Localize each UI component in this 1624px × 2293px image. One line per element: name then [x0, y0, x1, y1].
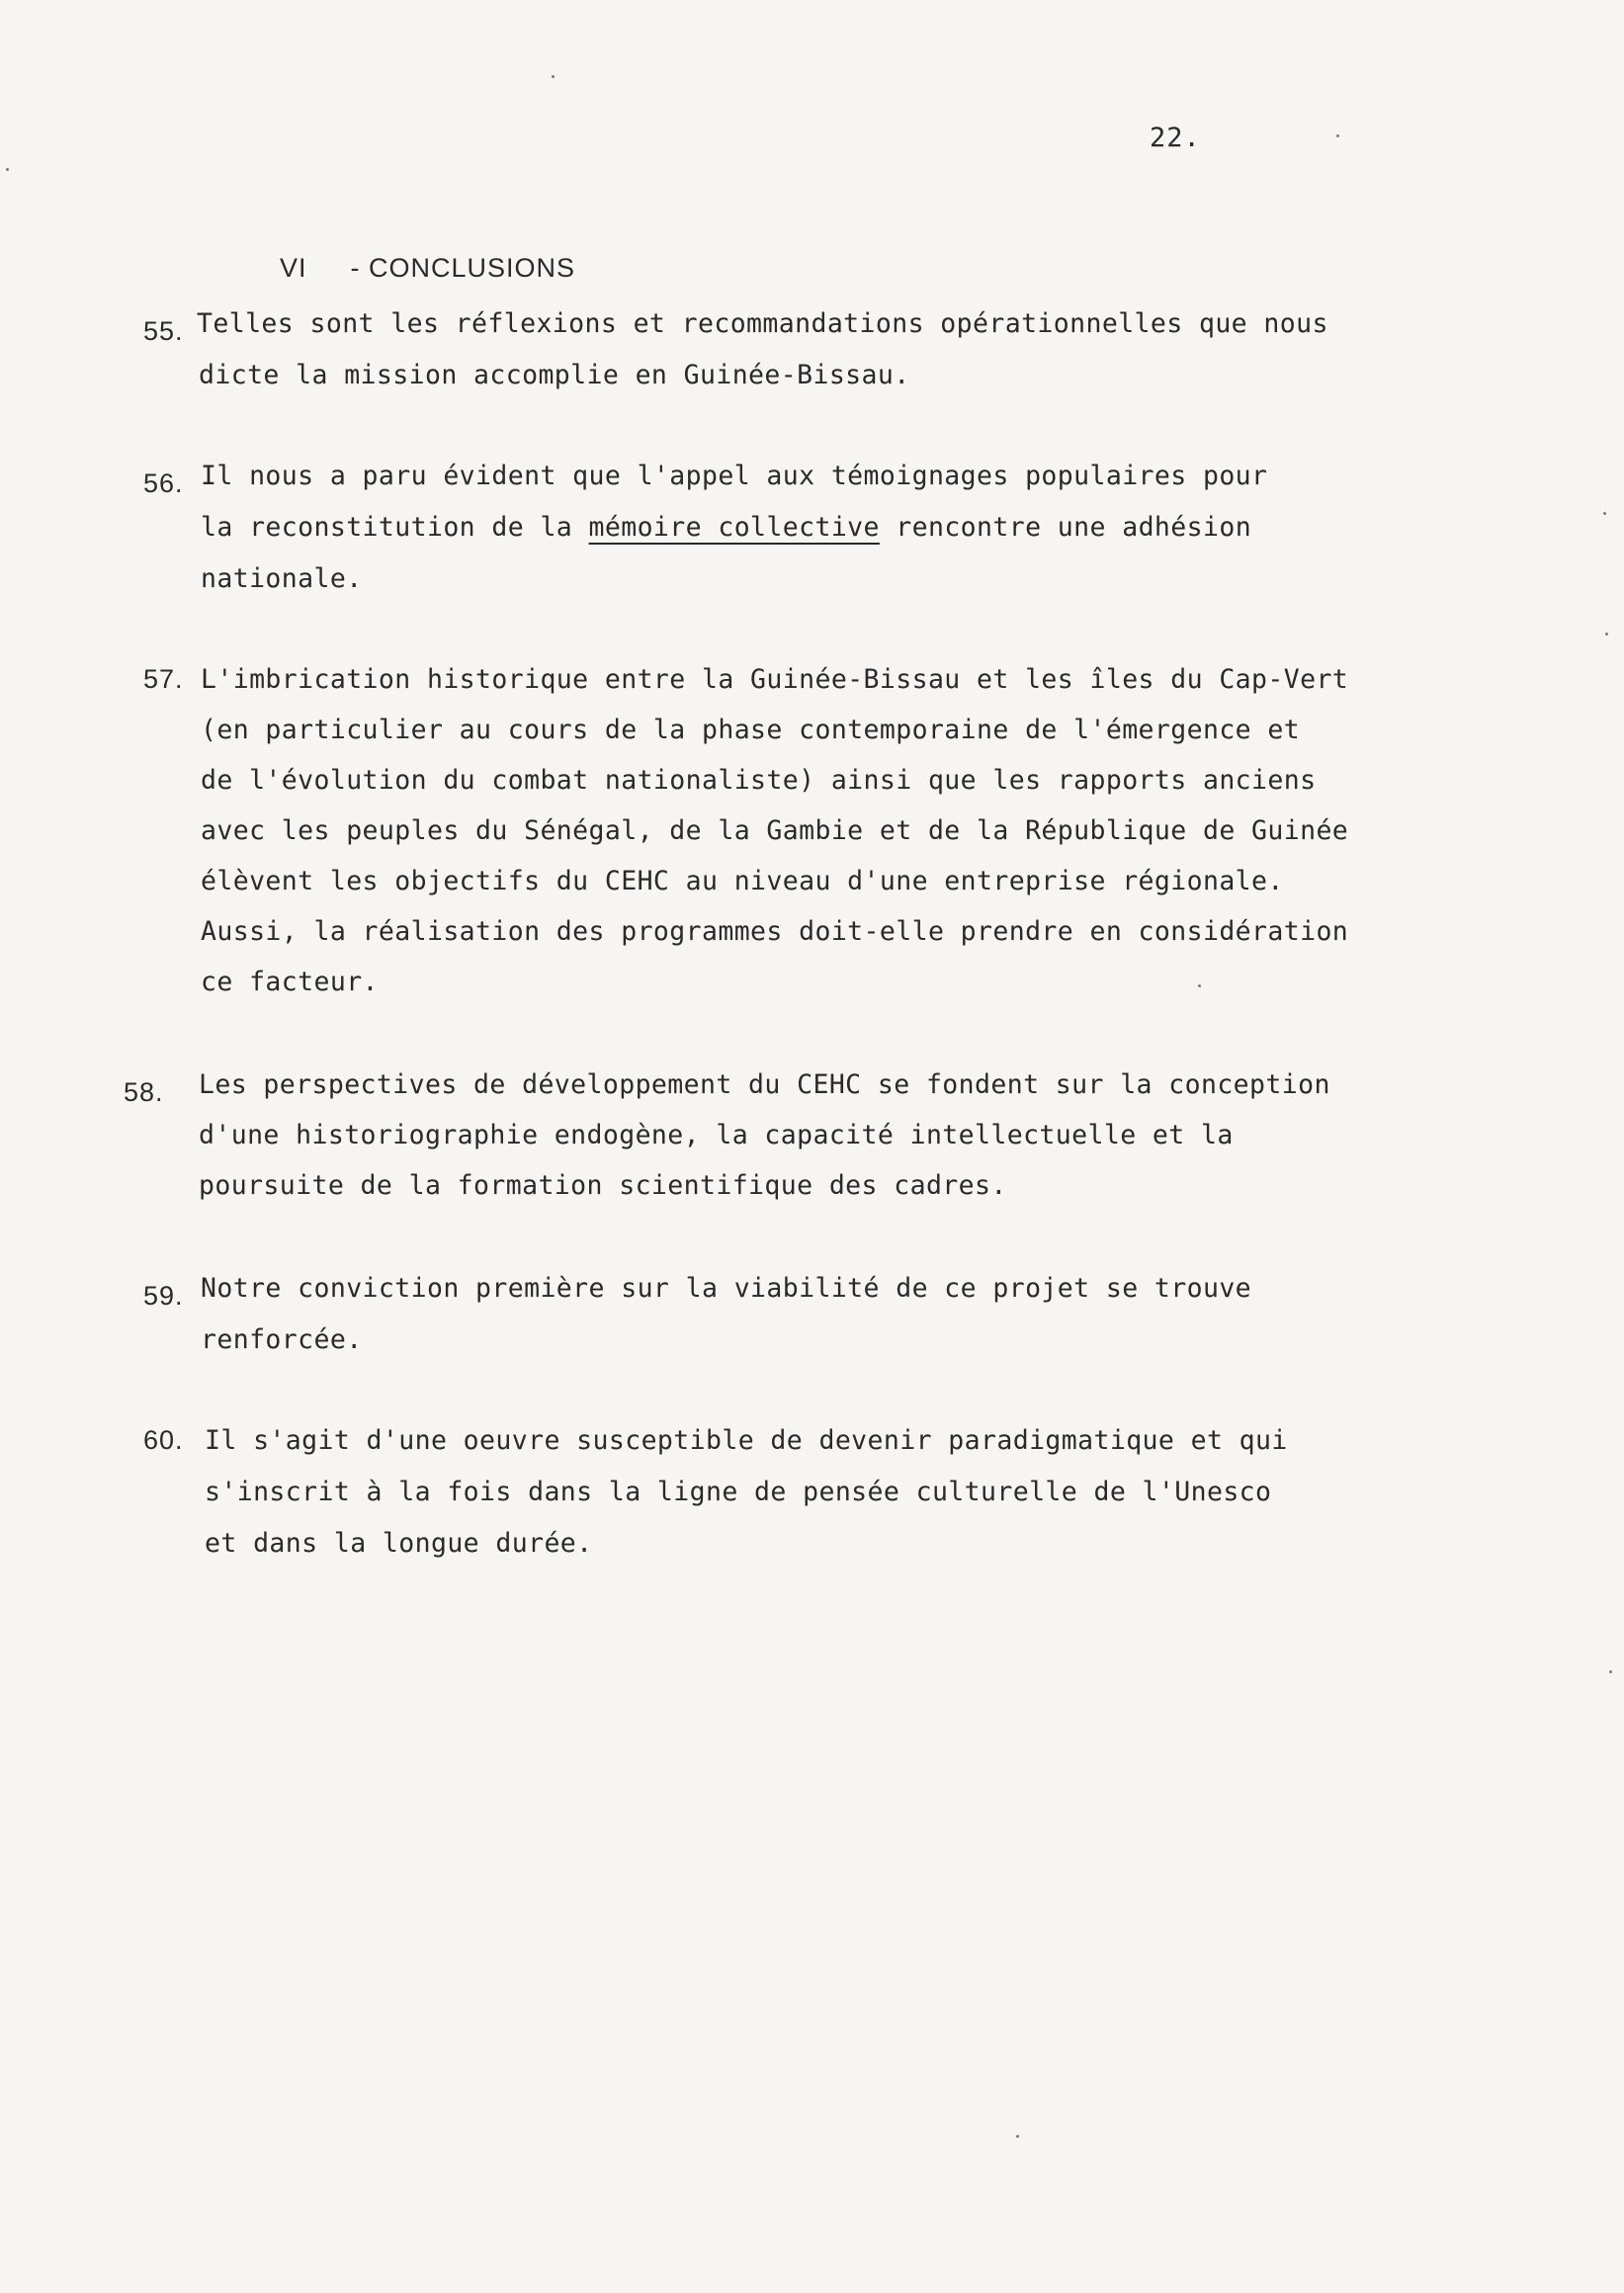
paper-speck	[1605, 633, 1608, 636]
section-title: - CONCLUSIONS	[350, 253, 576, 283]
paragraph-line: avec les peuples du Sénégal, de la Gambie et de la République de Guinée	[201, 815, 1349, 846]
paper-speck	[1603, 512, 1606, 515]
paragraph-line: renforcée.	[201, 1324, 363, 1355]
paragraph-number: 57.	[143, 664, 184, 694]
paragraph-line: s'inscrit à la fois dans la ligne de pensée culturelle de l'Unesco	[205, 1477, 1272, 1507]
paper-speck	[1609, 1670, 1612, 1673]
section-heading	[280, 253, 575, 284]
paragraph-line: Aussi, la réalisation des programmes doit-elle prendre en considération	[201, 916, 1349, 947]
paper-speck	[6, 168, 9, 171]
text-run: rencontre une adhésion	[879, 512, 1252, 543]
paper-speck	[1198, 984, 1201, 987]
paragraph-line: nationale.	[201, 563, 363, 594]
paper-speck	[552, 75, 555, 78]
paragraph-line: (en particulier au cours de la phase contemporaine de l'émergence et	[201, 715, 1301, 745]
paragraph-line: dicte la mission accomplie en Guinée-Bissau.	[199, 360, 910, 390]
paragraph-number: 59.	[143, 1281, 184, 1311]
paragraph-number: 56.	[143, 468, 184, 498]
paragraph-number: 58.	[124, 1077, 164, 1107]
text-run: la reconstitution de la	[201, 512, 589, 543]
paragraph-number: 60.	[143, 1425, 184, 1455]
paragraph-line: Notre conviction première sur la viabilité de ce projet se trouve	[201, 1273, 1252, 1304]
underlined-text: mémoire collective	[588, 512, 880, 543]
paragraph-line: ce facteur.	[201, 967, 379, 997]
paragraph-line: élèvent les objectifs du CEHC au niveau d'une entreprise régionale.	[201, 866, 1284, 896]
paragraph-line: Il s'agit d'une oeuvre susceptible de devenir paradigmatique et qui	[205, 1425, 1288, 1456]
paragraph-line: Telles sont les réflexions et recommandations opérationnelles que nous	[197, 308, 1328, 339]
paragraph-line: de l'évolution du combat nationaliste) ainsi que les rapports anciens	[201, 765, 1317, 796]
paragraph-line: Il nous a paru évident que l'appel aux témoignages populaires pour	[201, 461, 1268, 491]
paragraph-line: poursuite de la formation scientifique des cadres.	[199, 1170, 1007, 1201]
paragraph-line: d'une historiographie endogène, la capacité intellectuelle et la	[199, 1120, 1234, 1150]
paragraph-number: 55.	[143, 316, 184, 346]
paragraph-line: L'imbrication historique entre la Guinée-Bissau et les îles du Cap-Vert	[201, 664, 1349, 695]
paragraph-line: et dans la longue durée.	[205, 1528, 593, 1559]
paper-speck	[1016, 2135, 1019, 2138]
page-number: 22.	[1150, 123, 1201, 153]
paragraph-line: Les perspectives de développement du CEHC se fondent sur la conception	[199, 1069, 1330, 1100]
paragraph-line	[201, 512, 1251, 543]
section-roman-numeral: VI	[280, 253, 307, 283]
paper-speck	[1336, 134, 1339, 137]
